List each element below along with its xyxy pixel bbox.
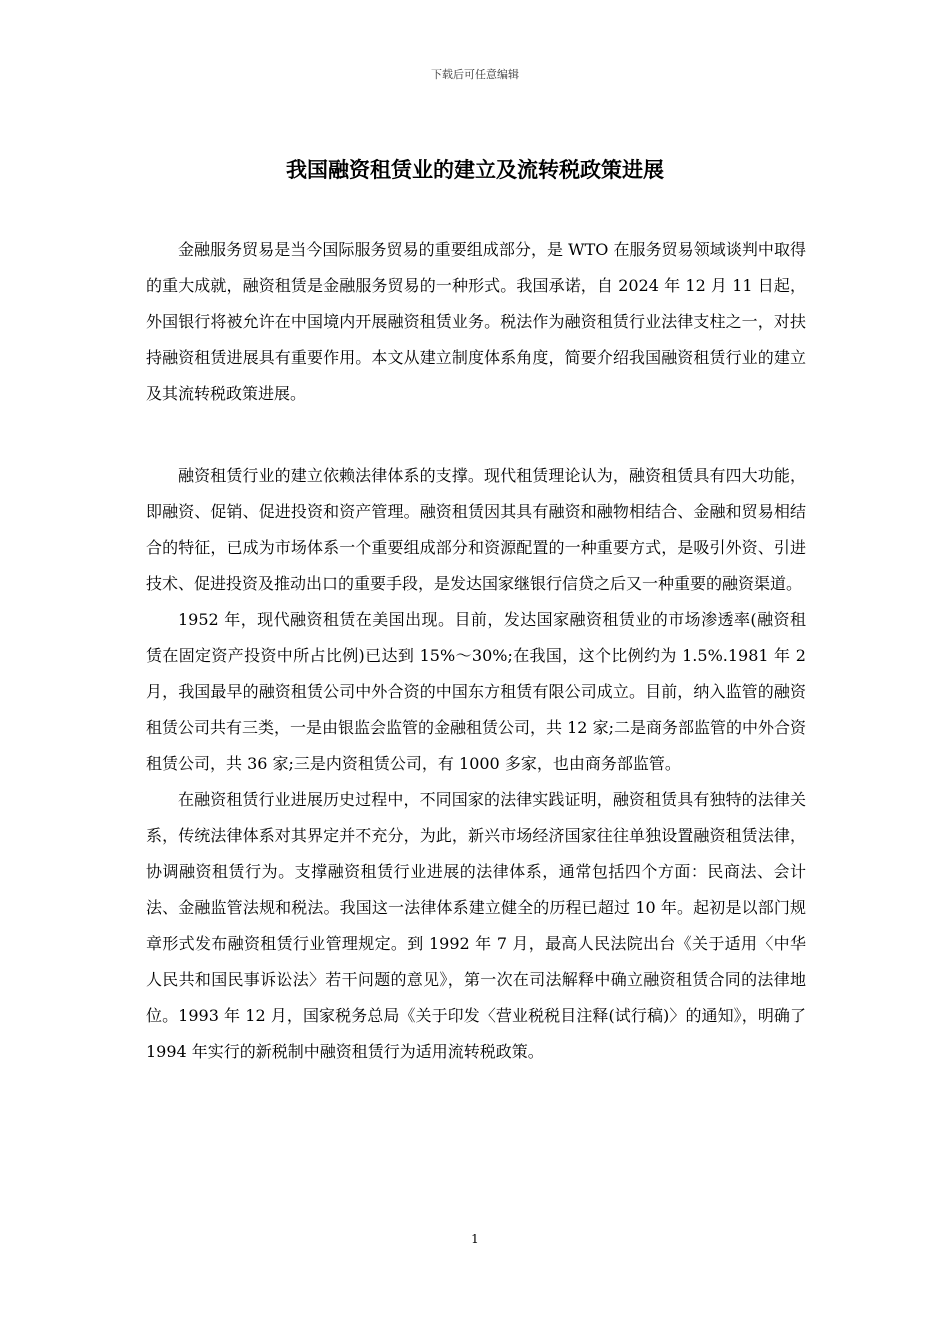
- paragraph-1: 金融服务贸易是当今国际服务贸易的重要组成部分，是 WTO 在服务贸易领域谈判中取得的重大成就，融资租赁是金融服务贸易的一种形式。我国承诺，自 2024 年 12 月 11 日起，外国银行将被允许在中国境内开展融资租赁业务。税法作为融资租赁行业法律支柱之一，对扶持融资租赁进展具有重要作用。本文从建立制度体系角度，简要介绍我国融资租赁行业的建立及其流转税政策进展。: [146, 240, 806, 403]
- document-title: 我国融资租赁业的建立及流转税政策进展: [286, 158, 664, 182]
- paragraph-4: 在融资租赁行业进展历史过程中，不同国家的法律实践证明，融资租赁具有独特的法律关系，传统法律体系对其界定并不充分，为此，新兴市场经济国家往往单独设置融资租赁法律，协调融资租赁行为。支撑融资租赁行业进展的法律体系，通常包括四个方面：民商法、会计法、金融监管法规和税法。我国这一法律体系建立健全的历程已超过 10 年。起初是以部门规章形式发布融资租赁行业管理规定。到 1992 年 7 月，最高人民法院出台《关于适用〈中华人民共和国民事诉讼法〉若干问题的意见》，第一次在司法解释中确立融资租赁合同的法律地位。1993 年 12 月，国家税务总局《关于印发〈营业税税目注释(试行稿)〉的通知》，明确了 1994 年实行的新税制中融资租赁行为适用流转税政策。: [146, 790, 806, 1061]
- paragraph-3: 1952 年，现代融资租赁在美国出现。目前，发达国家融资租赁业的市场渗透率(融资租赁在固定资产投资中所占比例)已达到 15%～30%;在我国，这个比例约为 1.5%.1981 年 2 月，我国最早的融资租赁公司中外合资的中国东方租赁有限公司成立。目前，纳入监管的融资租赁公司共有三类，一是由银监会监管的金融租赁公司，共 12 家;二是商务部监管的中外合资租赁公司，共 36 家;三是内资租赁公司，有 1000 多家，也由商务部监管。: [146, 610, 806, 773]
- header-note: 下载后可任意编辑: [431, 68, 519, 81]
- main-section: [146, 458, 806, 1070]
- intro-section: [146, 232, 806, 412]
- page-number: 1: [471, 1232, 479, 1246]
- paragraph-2: 融资租赁行业的建立依赖法律体系的支撑。现代租赁理论认为，融资租赁具有四大功能，即融资、促销、促进投资和资产管理。融资租赁因其具有融资和融物相结合、金融和贸易相结合的特征，已成为市场体系一个重要组成部分和资源配置的一种重要方式，是吸引外资、引进技术、促进投资及推动出口的重要手段，是发达国家继银行信贷之后又一种重要的融资渠道。: [146, 466, 806, 593]
